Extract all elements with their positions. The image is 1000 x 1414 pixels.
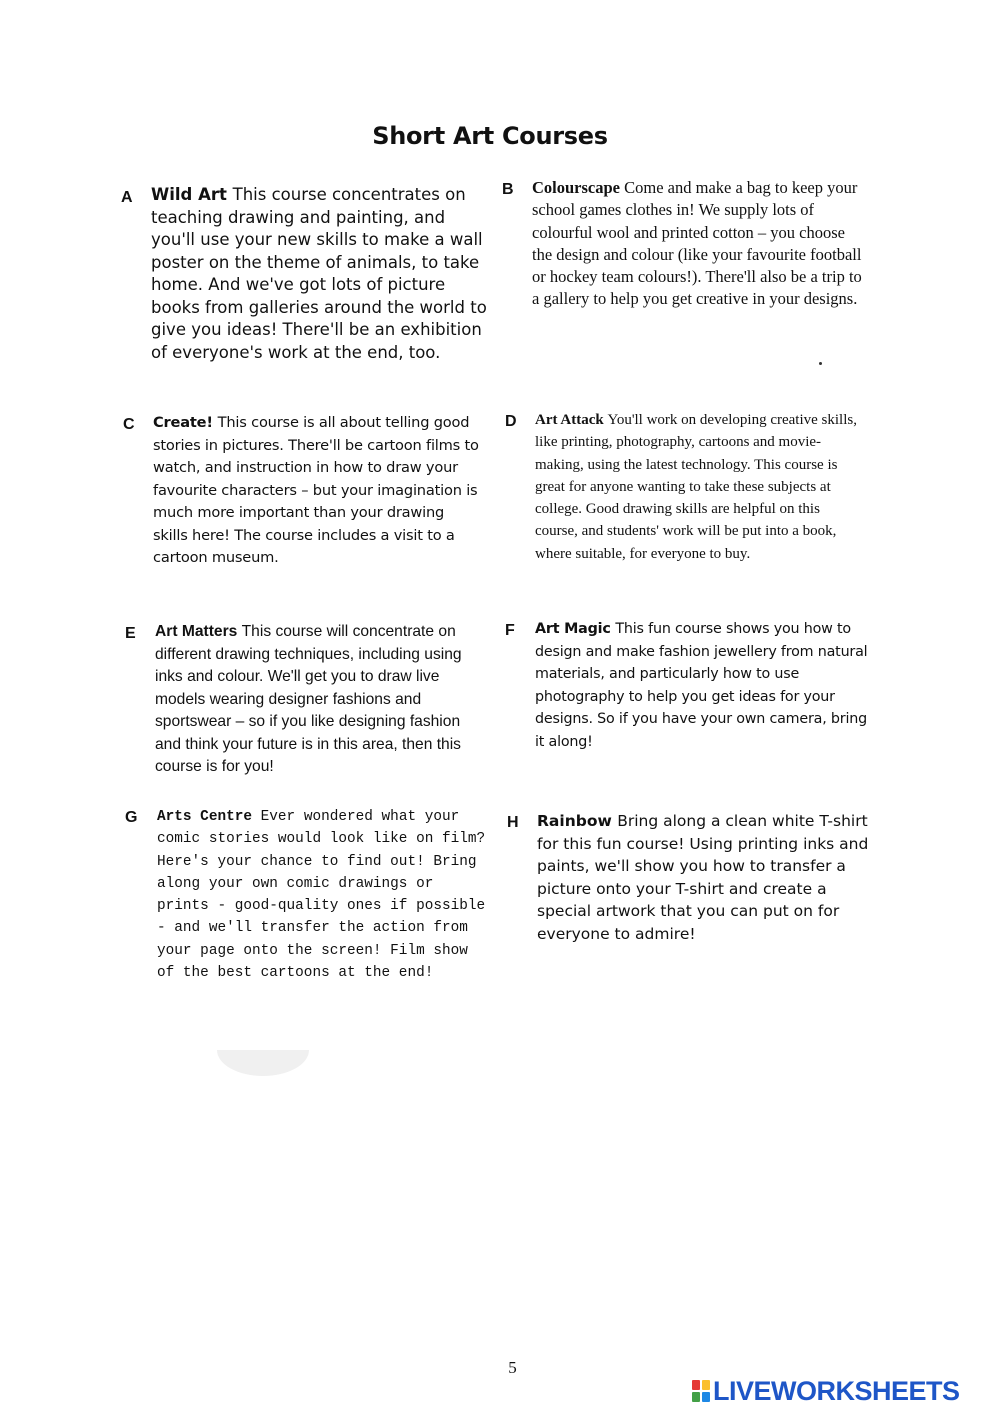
page-title: Short Art Courses <box>372 122 608 150</box>
course-name: Create! <box>153 414 218 431</box>
course-name: Wild Art <box>151 185 233 204</box>
logo-square-green <box>692 1392 700 1402</box>
course-description: This course is all about telling good stories in pictures. There'll be cartoon films to watch, and instruction in how to draw your favourite characters – but your imagination is much more important than your drawing skills here! The course includes a visit to a cartoon museum. <box>153 414 479 566</box>
liveworksheets-logo-icon <box>692 1380 710 1402</box>
course-e <box>125 621 485 779</box>
course-b <box>502 177 862 311</box>
course-name: Colourscape <box>532 178 625 197</box>
logo-square-yellow <box>702 1380 710 1390</box>
course-h <box>507 810 872 945</box>
course-name: Art Matters <box>155 623 242 640</box>
course-g <box>125 806 492 984</box>
course-a <box>121 184 491 364</box>
course-description: Ever wondered what your comic stories would look like on film? Here's your chance to find out! Bring along your own comic drawings or prints - good-quality ones if possible - and we'll transfer the action from your page onto the screen! Film show of the best cartoons at the end! <box>157 809 486 982</box>
course-letter: E <box>125 625 136 642</box>
course-letter: A <box>121 189 133 206</box>
logo-square-blue <box>702 1392 710 1402</box>
course-description: This fun course shows you how to design and make fashion jewellery from natural materials, and particularly how to use photography to help you get ideas for your designs. So if you have your own camera, bring it along! <box>535 621 868 750</box>
page-number: 5 <box>508 1358 517 1377</box>
logo-square-red <box>692 1380 700 1390</box>
course-letter: D <box>505 413 517 430</box>
liveworksheets-logo[interactable] <box>692 1377 960 1405</box>
course-d <box>505 409 865 565</box>
course-f <box>505 618 870 753</box>
course-name: Arts Centre <box>157 809 261 825</box>
course-description: Bring along a clean white T-shirt for this fun course! Using printing inks and paints, we'll show you how to transfer a picture onto your T-shirt and create a special artwork that you can put on for everyone to admire! <box>537 812 869 943</box>
course-description: This course will concentrate on different drawing techniques, including using inks and colour. We'll get you to draw live models wearing designer fashions and sportswear – so if you like designing fashion and think your future is in this area, then this course is for you! <box>155 623 462 775</box>
course-description: You'll work on developing creative skills, like printing, photography, cartoons and movie-making, using the latest technology. This course is great for anyone wanting to take these subjects at college. Good drawing skills are helpful on this course, and students' work will be put into a book, where suitable, for everyone to buy. <box>535 412 857 562</box>
course-letter: G <box>125 809 138 826</box>
course-letter: C <box>123 416 135 433</box>
course-letter: H <box>507 814 519 831</box>
course-name: Art Magic <box>535 621 616 637</box>
course-c <box>123 412 483 570</box>
course-name: Art Attack <box>535 412 608 428</box>
scan-speck <box>819 362 822 365</box>
course-letter: B <box>502 181 514 198</box>
course-description: Come and make a bag to keep your school games clothes in! We supply lots of colourful wool and printed cotton – you choose the design and colour (like your favourite football or hockey team colours!). There'll also be a trip to a gallery to help you get creative in your designs. <box>532 178 862 309</box>
faint-background-shape <box>217 1050 309 1076</box>
liveworksheets-wordmark: LIVEWORKSHEETS <box>713 1375 960 1406</box>
course-description: This course concentrates on teaching drawing and painting, and you'll use your new skills to make a wall poster on the theme of animals, to take home. And we've got lots of picture books from galleries around the world to give you ideas! There'll be an exhibition of everyone's work at the end, too. <box>151 185 487 362</box>
course-name: Rainbow <box>537 812 618 830</box>
course-letter: F <box>505 622 515 639</box>
